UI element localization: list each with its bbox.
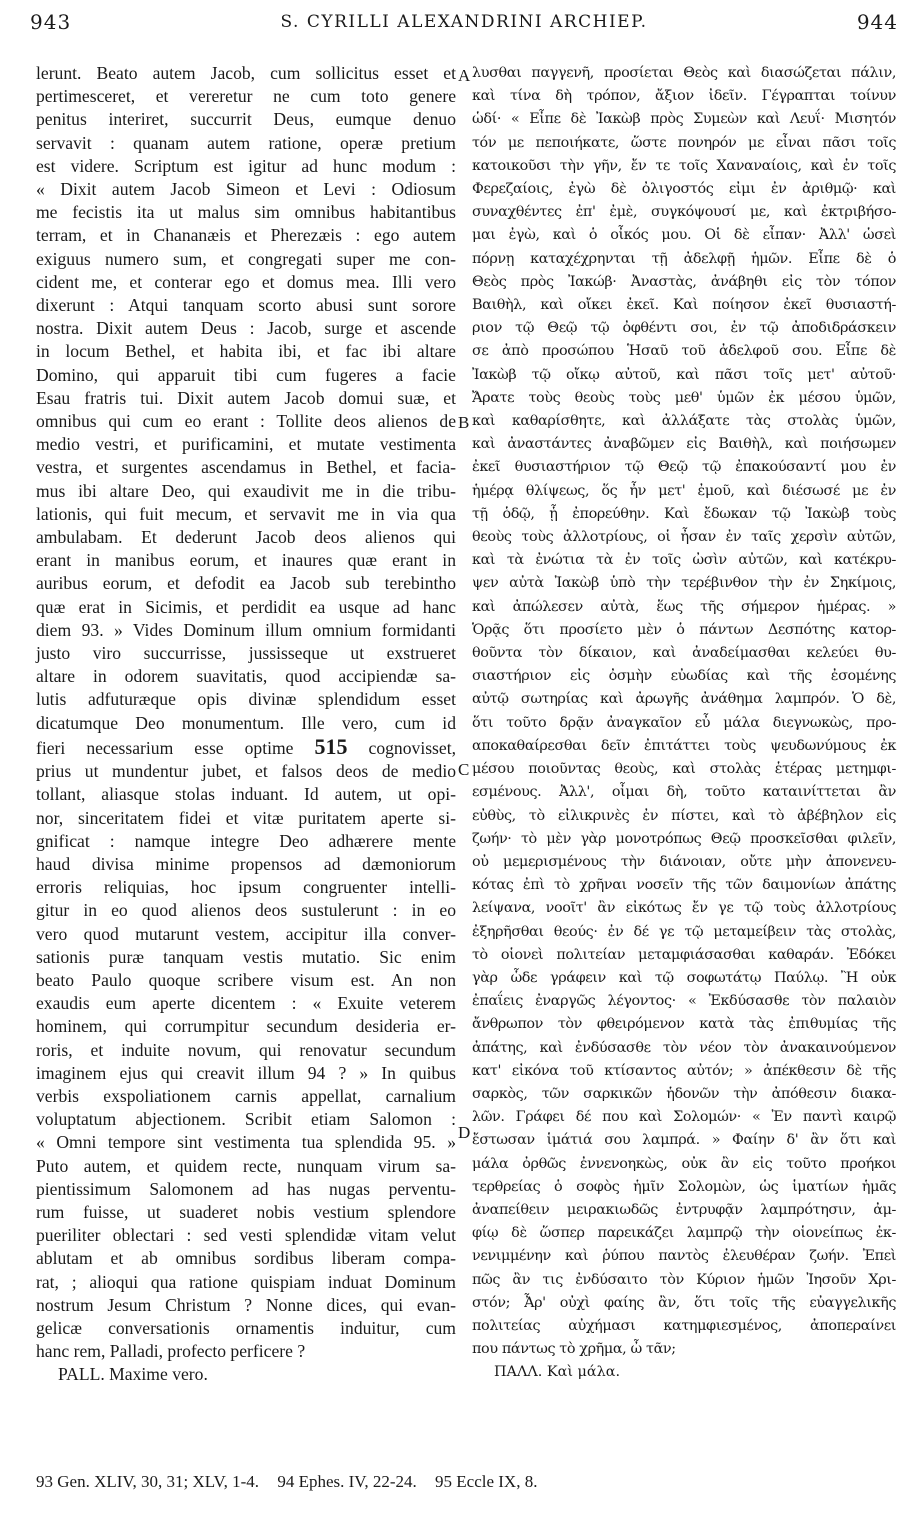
latin-line-text: servavit : quanam autem ratione, operæ pretium bbox=[36, 132, 456, 153]
greek-line-text: ἀπάτης, καὶ ἐνδύσασθε τὸν νέον τὸν ἀνακαινούμενον bbox=[472, 1039, 896, 1056]
latin-line-text: gitur in eo quod alienos deos sustulerunt : in eo bbox=[36, 900, 456, 921]
greek-line-text: καὶ τίνα δὴ τρόπον, ἄξιον ἰδεῖν. Γέγραπται τοίνυν bbox=[472, 88, 896, 105]
greek-line-text: εὐθὺς, τὸ εἰλικρινὲς ἐν πίστει, καὶ τὸ ἀβέβηλον εἰς bbox=[472, 807, 896, 824]
latin-line-text: dicatumque Deo monumentum. Ille vero, cum id bbox=[36, 712, 456, 733]
latin-line-text: rum fuisse, ut suaderet nobis vestium splendore bbox=[36, 1201, 456, 1222]
latin-line-text: voluptatum abjectionem. Scribit etiam Salomon : bbox=[36, 1109, 456, 1130]
greek-line-text: Φερεζαίοις, ἐγὼ δὲ ὀλιγοστός εἰμι ἐν ἀριθμῷ· καὶ bbox=[472, 181, 896, 198]
greek-line-text: σαρκὸς, τῶν σαρκικῶν ἡδονῶν τὴν ἀπόθεσιν διακα- bbox=[472, 1085, 896, 1102]
greek-line-text: κατ' εἰκόνα τοῦ κτίσαντος αὐτόν; » ἀπέκθεσιν δὲ τῆς bbox=[472, 1062, 896, 1079]
latin-line-text: exaudis eum aperte dicentem : « Exuite veterem bbox=[36, 993, 456, 1014]
latin-line-text: Puto autem, et quidem recte, nunquam virum sa- bbox=[36, 1155, 456, 1176]
latin-line-text: ambulabam. Et dederunt Jacob deos alienos qui bbox=[36, 527, 456, 548]
greek-line-text: λῶν. Γράφει δέ που καὶ Σολομών· « Ἐν παντὶ καιρῷ bbox=[472, 1109, 896, 1126]
latin-line-text: imaginem ejus qui creavit illum 94 ? » In quibus bbox=[36, 1062, 456, 1083]
latin-line-text: lerunt. Beato autem Jacob, cum sollicitus esset et bbox=[36, 63, 456, 83]
latin-line-text: verbis exspoliationem carnis appellat, carnalium bbox=[36, 1085, 456, 1106]
latin-line-text: diem 93. » Vides Dominum illum omnium formidanti bbox=[36, 619, 456, 640]
greek-line-text: μάλα ὀρθῶς ἐννενοηκὼς, οὐκ ἂν εἰς τοῦτο προήκοι bbox=[472, 1155, 896, 1172]
greek-line-text: συναχθέντες ἐπ' ἐμὲ, συγκόψουσί με, καὶ ἐκτριβήσο- bbox=[472, 204, 896, 221]
latin-line-text: pientissimum Salomonem ad has nugas perventu- bbox=[36, 1178, 456, 1199]
latin-line-text: sationis puræ tanquam vestis mutatio. Sic enim bbox=[36, 946, 456, 967]
greek-line-text: φίῳ δὲ ὥσπερ παρεικάζει λαμπρῷ τὴν οἱονείπως ἐκ- bbox=[472, 1225, 896, 1242]
latin-line-text: nor, sinceritatem fidei et vitæ puritatem aperte si- bbox=[36, 807, 456, 828]
margin-marker-c: C bbox=[458, 760, 470, 779]
column-number: 515 bbox=[314, 733, 348, 759]
margin-marker-d: D bbox=[458, 1123, 471, 1142]
latin-line-text: lationis, qui fuit mecum, et servavit me in via qua bbox=[36, 503, 456, 524]
latin-line-text: in locum Bethel, et habita ibi, et fac ibi altare bbox=[36, 341, 456, 362]
greek-line-text: θεοὺς τοὺς ἀλλοτρίους, οἱ ἦσαν ἐν ταῖς χερσὶν αὐτῶν, bbox=[472, 529, 896, 546]
greek-line-text: ἡμέρᾳ θλίψεως, ὅς ἦν μετ' ἐμοῦ, καὶ διέσωσέ με ἐν bbox=[472, 482, 896, 499]
greek-line-text: ἄνθρωπον τὸν φθειρόμενον κατὰ τὰς ἐπιθυμίας τῆς bbox=[472, 1016, 896, 1033]
latin-line-text: medio vestri, et purificamini, et mutate vestimenta bbox=[36, 434, 456, 455]
latin-line-text: vero quod mutarunt vestem, accipitur illa conver- bbox=[36, 923, 456, 944]
greek-line-text: Ὁρᾷς ὅτι προσίετο μὲν ὁ πάντων Δεσπότης κατορ- bbox=[472, 621, 896, 638]
greek-line-text: Θεὸς πρὸς Ἰακώβ· Ἀναστὰς, ἀνάβηθι εἰς τὸν τόπον bbox=[472, 273, 896, 290]
greek-line-text: ἔστωσαν ἱμάτιά σου λαμπρά. » Φαίην δ' ἂν ὅτι καὶ bbox=[472, 1132, 896, 1149]
latin-line-text: quæ erat in Sicimis, et perdidit ea usque ad hanc bbox=[36, 596, 456, 617]
latin-line-text: penitus interiret, succurrit Deus, eumque denuo bbox=[36, 109, 456, 130]
latin-speaker: PALL. Maxime vero. bbox=[58, 1364, 208, 1385]
latin-line-text: mus ibi altare Deo, qui exaudivit me in die tribu- bbox=[36, 480, 456, 501]
greek-line-text: στόν; Ἆρ' οὐχὶ φαίης ἂν, ὅτι τοῖς τῆς εὐαγγελικῆς bbox=[472, 1294, 896, 1311]
latin-line-text: omnibus qui cum eo erant : Tollite deos alienos de bbox=[36, 411, 456, 432]
latin-line-text: ablutam et ab omnibus sordibus liberam compa- bbox=[36, 1248, 456, 1269]
greek-line-text: καὶ ἀπώλεσεν αὐτὰ, ἕως τῆς σήμερον ἡμέρας. » bbox=[472, 598, 896, 615]
running-header bbox=[30, 10, 898, 40]
latin-line-text: gelicæ conversationis ornamentis induitur, cum bbox=[36, 1317, 456, 1338]
greek-line-text: ἀναπείθειν μειρακιωδῶς ἐντρυφᾷν λαμπρότησιν, ἀμ- bbox=[472, 1201, 896, 1218]
latin-line-text: hanc rem, Palladi, profecto perficere ? bbox=[36, 1341, 306, 1362]
greek-line-text: ὅτι τοῦτο δρᾷν ἀναγκαῖον εὖ μάλα διεγνωκὼς, προ- bbox=[472, 714, 896, 731]
latin-line-text: tollant, aliasque stolas induant. Id autem, ut opi- bbox=[36, 784, 456, 805]
latin-line-text: terram, et in Chananæis et Pherezæis : ego autem bbox=[36, 225, 456, 246]
greek-line-text: ζωήν· τὸ μὲν γὰρ μονοτρόπως Θεῷ προσκεῖσθαι φιλεῖν, bbox=[472, 830, 896, 847]
greek-line-text: μαι ἐγὼ, καὶ ὁ οἶκός μου. Οἱ δὲ εἶπαν· Ἀλλ' ὡσεὶ bbox=[472, 227, 896, 244]
greek-line-text: Ἄρατε τοὺς θεοὺς τοὺς μεθ' ὑμῶν ἐκ μέσου ὑμῶν, bbox=[472, 389, 896, 406]
greek-line-text: τόν με πεποιήκατε, ὥστε πονηρόν με εἶναι πᾶσι τοῖς bbox=[472, 134, 896, 151]
latin-line-text: prius ut mundentur jubet, et falsos deos de medio bbox=[36, 761, 456, 782]
greek-line-text: κατοικοῦσι τὴν γῆν, ἔν τε τοῖς Χαναναίοις, καὶ ἐν τοῖς bbox=[472, 157, 896, 174]
greek-line-text: θοῦντα τὸν δίκαιον, καὶ ἀναδείμασθαι κελεύει θυ- bbox=[472, 645, 896, 662]
greek-line-text: ψεν αὐτὰ Ἰακὼβ ὑπὸ τὴν τερέβινθον τὴν ἐν Σηκίμοις, bbox=[472, 575, 896, 592]
latin-line-text: lutis adfuturæque opis divinæ splendidum esset bbox=[36, 689, 456, 710]
greek-line-text: μέσου ποιοῦντας θεοὺς, καὶ στολὰς ἑτέρας μετημφι- bbox=[472, 761, 896, 778]
greek-line-text: καὶ καθαρίσθητε, καὶ ἀλλάξατε τὰς στολὰς ὑμῶν, bbox=[472, 413, 896, 430]
page-number-right: 944 bbox=[856, 10, 898, 34]
greek-column bbox=[472, 62, 896, 1385]
greek-line-text: καὶ τὰ ἐνώτια τὰ ἐν τοῖς ὠσὶν αὐτῶν, καὶ κατέκρυ- bbox=[472, 552, 896, 569]
latin-line-text: dixerunt : Atqui tanquam scorto abusi sunt sorore bbox=[36, 295, 456, 316]
greek-line-text: νενιμμένην καὶ ῥύπου παντὸς ἐλευθέραν ζωήν. Ἐπεὶ bbox=[472, 1248, 896, 1265]
greek-line-text: τερθρείας ὁ σοφὸς ἡμῖν Σολομὼν, ὡς ἱματίων ἡμᾶς bbox=[472, 1178, 896, 1195]
latin-line-text: gnificat : namque integre Deo adhærere mente bbox=[36, 830, 456, 851]
latin-line-text: altare in odorem suavitatis, quod accipiendæ sa- bbox=[36, 666, 456, 687]
latin-line-text: justo viro succurrisse, jussisseque ut exstrueret bbox=[36, 643, 456, 664]
greek-line-text: πῶς ἂν τις ἐνδύσαιτο τὸν Κύριον ἡμῶν Ἰησοῦν Χρι- bbox=[472, 1271, 896, 1288]
running-title: S. CYRILLI ALEXANDRINI ARCHIEP. bbox=[280, 12, 648, 32]
greek-line-text: ὡδί· « Εἶπε δὲ Ἰακὼβ πρὸς Συμεὼν καὶ Λευΐ· Μισητόν bbox=[472, 111, 896, 128]
margin-marker-b: B bbox=[458, 413, 470, 432]
greek-line-text: τὸ οἱονεὶ πολιτείαν μεταμφιάσασθαι καθαράν. Ἐδόκει bbox=[472, 946, 896, 963]
greek-line-text: σιαστήριον εἰς ὀσμὴν εὐωδίας καὶ τῆς ἐσομένης bbox=[472, 668, 896, 685]
margin-marker-a: A bbox=[458, 66, 471, 85]
greek-line-text: ἐξηρῆσθαι θεούς· ἐν δέ γε τῷ μεταμείβειν τὰς στολὰς, bbox=[472, 923, 896, 940]
latin-column bbox=[36, 62, 456, 1387]
greek-speaker: ΠΑΛΛ. Καὶ μάλα. bbox=[494, 1364, 621, 1381]
footnote-95: 95 Eccle IX, 8. bbox=[435, 1472, 538, 1491]
greek-line-text: ἐκεῖ θυσιαστήριον τῷ Θεῷ τῷ ἐπακούσαντί μου ἐν bbox=[472, 459, 896, 476]
greek-line-text: τῇ ὁδῷ, ᾗ ἐπορεύθην. Καὶ ἔδωκαν τῷ Ἰακὼβ τοὺς bbox=[472, 505, 896, 522]
greek-line-text: λυσθαι παγγενῆ, προσίεται Θεὸς καὶ διασώζεται πάλιν, bbox=[472, 65, 896, 81]
latin-line-text: nostrum Jesum Christum ? Nonne dices, qui evan- bbox=[36, 1294, 456, 1315]
greek-line-text: αὐτῷ σωτηρίας καὶ ἀρωγῆς ἀνάθημα λαμπρόν. Ὁ δὲ, bbox=[472, 691, 896, 708]
latin-line-text: rat, ; alioqui qua ratione quispiam induat Dominum bbox=[36, 1271, 456, 1292]
latin-line-text: fieri necessarium esse optime 515 cognovisset, bbox=[36, 733, 457, 759]
greek-line-text: που πάντως τὸ χρῆμα, ὦ τᾶν; bbox=[472, 1341, 676, 1358]
latin-line-text: haud divisa minime propensos ad dæmoniorum bbox=[36, 853, 456, 874]
greek-line-text: ριον τῷ Θεῷ τῷ ὀφθέντι σοι, ἐν τῷ ἀποδιδράσκειν bbox=[472, 320, 896, 337]
greek-line-text: οὐ μεμερισμένους τὴν διάνοιαν, οὔτε μὴν ἀπονενευ- bbox=[472, 853, 896, 870]
latin-line-text: pertimesceret, et vereretur ne cum toto genere bbox=[36, 86, 456, 107]
footnotes bbox=[36, 1472, 896, 1492]
greek-line-text: γὰρ ὧδε γράφειν καὶ τῷ σοφωτάτῳ Παύλῳ. Ἢ οὐκ bbox=[472, 969, 896, 986]
greek-line-text: Ἰακὼβ τῷ οἴκῳ αὐτοῦ, καὶ πᾶσι τοῖς μετ' αὐτοῦ· bbox=[472, 366, 896, 383]
greek-line-text: λείψανα, νοοῖτ' ἂν εἰκότως ἔν γε τῷ τοὺς ἀλλοτρίους bbox=[472, 900, 896, 917]
latin-line-text: Domino, qui apparuit tibi cum fugeres a facie bbox=[36, 364, 456, 385]
greek-line-text: εσμένους. Ἀλλ', οἶμαι δὴ, τοῦτο καταινίττεται ἂν bbox=[472, 784, 896, 801]
greek-line-text: αποκαθαίρεσθαι δεῖν ἐπιτάττει τοὺς ψευδωνύμους ἐκ bbox=[472, 737, 896, 754]
latin-line-text: hominem, qui corrumpitur secundum desideria er- bbox=[36, 1016, 456, 1037]
latin-line-text: cident me, et conterar ego et domus mea. Illi vero bbox=[36, 271, 456, 292]
latin-line-text: pueriliter oblectari : sed vesti splendidæ vitam velut bbox=[36, 1225, 456, 1246]
latin-line-text: roris, et induite novum, qui renovatur secundum bbox=[36, 1039, 456, 1060]
footnote-93: 93 Gen. XLIV, 30, 31; XLV, 1-4. bbox=[36, 1472, 260, 1491]
latin-line-text: exiguus numero sum, et congregati super me con- bbox=[36, 248, 456, 269]
greek-line-text: καὶ ἀναστάντες ἀναβῶμεν εἰς Βαιθὴλ, καὶ ποιήσωμεν bbox=[472, 436, 896, 453]
latin-line-text: Esau fratris tui. Dixit autem Jacob domui suæ, et bbox=[36, 387, 456, 408]
latin-line-text: erroris reliquias, hoc ipsum congruenter intelli- bbox=[36, 877, 456, 898]
latin-line-text: me fecistis ita ut malus sim omnibus habitantibus bbox=[36, 202, 456, 223]
greek-line-text: Βαιθὴλ, καὶ οἴκει ἐκεῖ. Καὶ ποίησον ἐκεῖ θυσιαστή- bbox=[472, 297, 896, 314]
greek-line-text: κότας ἐπὶ τὸ χρῆναι νοσεῖν τῆς τῶν δαιμονίων ἀπάτης bbox=[472, 877, 896, 894]
greek-line-text: πόρνῃ καταχέχρηνται τῇ ἀδελφῇ ἡμῶν. Εἶπε δὲ ὁ bbox=[472, 250, 896, 267]
latin-line-text: est videre. Scriptum est igitur ad hunc modum : bbox=[36, 155, 456, 176]
latin-line-text: erant in manibus eorum, et inaures quæ erant in bbox=[36, 550, 456, 571]
latin-line-text: auribus eorum, et defodit ea Jacob sub terebintho bbox=[36, 573, 456, 594]
footnote-94: 94 Ephes. IV, 22-24. bbox=[277, 1472, 417, 1491]
latin-line-text: « Omni tempore sint vestimenta tua splendida 95. » bbox=[36, 1132, 456, 1153]
greek-line-text: σε ἀπὸ προσώπου Ἡσαῦ τοῦ ἀδελφοῦ σου. Εἶπε δὲ bbox=[472, 343, 896, 360]
latin-line-text: nostra. Dixit autem Deus : Jacob, surge et ascende bbox=[36, 318, 456, 339]
latin-line-text: beato Paulo quoque scribere visum est. An non bbox=[36, 969, 456, 990]
page-number-left: 943 bbox=[30, 10, 72, 34]
latin-line-text: vestra, et surgentes ascendamus in Bethel, et facia- bbox=[36, 457, 456, 478]
latin-line-text: « Dixit autem Jacob Simeon et Levi : Odiosum bbox=[36, 179, 456, 200]
greek-line-text: ἐπαΐεις ἐναργῶς λέγοντος· « Ἐκδύσασθε τὸν παλαιὸν bbox=[472, 993, 896, 1010]
greek-line-text: πολιτείας αὐχήμασι κατημφιεσμένος, ἀποπεραίνει bbox=[472, 1317, 896, 1334]
